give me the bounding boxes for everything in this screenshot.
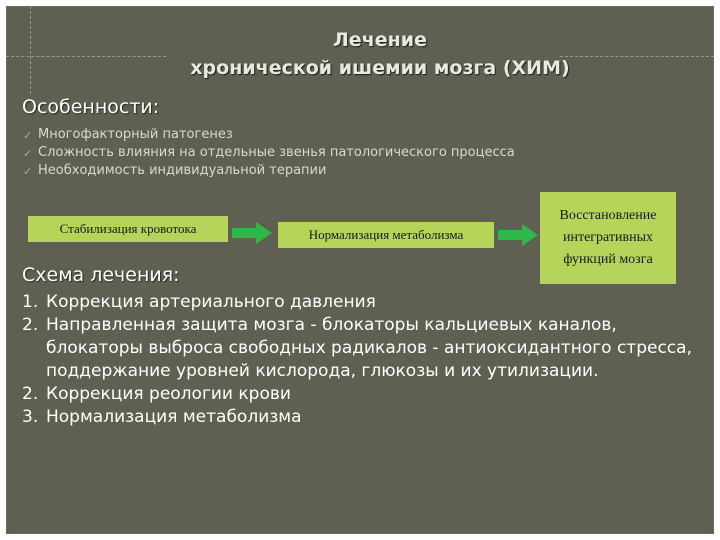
flow-step-restoration bbox=[540, 192, 676, 284]
checkmark-bullet-icon: ✓ bbox=[23, 129, 33, 142]
right-arrow-icon bbox=[232, 222, 272, 244]
feature-text: Многофакторный патогенез bbox=[38, 127, 233, 142]
list-item bbox=[22, 314, 712, 383]
item-number: 2. bbox=[22, 315, 39, 335]
item-text: Направленная защита мозга - блокаторы кальциевых каналов, блокаторы выброса свободных радикалов - антиоксидантного стресса, поддержание уровней кислорода, глюкозы и их утилизации. bbox=[46, 315, 692, 381]
title-line-2: хронической ишемии мозга (ХИМ) bbox=[190, 57, 570, 79]
feature-text: Сложность влияния на отдельные звенья патологического процесса bbox=[38, 145, 515, 160]
flow-step-label-line: Восстановление bbox=[559, 208, 657, 223]
item-text: Коррекция реологии крови bbox=[46, 384, 291, 404]
item-text: Нормализация метаболизма bbox=[46, 407, 302, 427]
checkmark-bullet-icon: ✓ bbox=[23, 147, 33, 160]
feature-text: Необходимость индивидуальной терапии bbox=[38, 163, 327, 178]
right-arrow-icon bbox=[498, 224, 538, 246]
title-line-1: Лечение bbox=[333, 29, 427, 51]
slide-title bbox=[100, 26, 660, 82]
item-text: Коррекция артериального давления bbox=[46, 292, 376, 312]
decorative-dashed-line bbox=[30, 6, 31, 94]
checkmark-bullet-icon: ✓ bbox=[23, 165, 33, 178]
list-item bbox=[22, 162, 662, 180]
item-number: 3. bbox=[22, 407, 39, 427]
flow-step-label-line: интегративных bbox=[562, 230, 654, 245]
item-number: 1. bbox=[22, 292, 39, 312]
list-item bbox=[22, 144, 662, 162]
features-heading: Особенности: bbox=[22, 96, 160, 118]
list-item bbox=[22, 406, 712, 429]
scheme-heading: Схема лечения: bbox=[22, 264, 180, 286]
flow-step-label: Нормализация метаболизма bbox=[308, 227, 464, 242]
scheme-list bbox=[22, 291, 712, 429]
flow-step-label: Стабилизация кровотока bbox=[59, 221, 197, 236]
flow-step-label-line: функций мозга bbox=[563, 252, 653, 267]
list-item bbox=[22, 126, 662, 144]
flow-step-stabilization bbox=[28, 216, 228, 242]
list-item bbox=[22, 291, 712, 314]
item-number: 2. bbox=[22, 384, 39, 404]
list-item bbox=[22, 383, 712, 406]
flow-step-metabolism bbox=[278, 222, 494, 248]
features-list bbox=[22, 126, 662, 180]
